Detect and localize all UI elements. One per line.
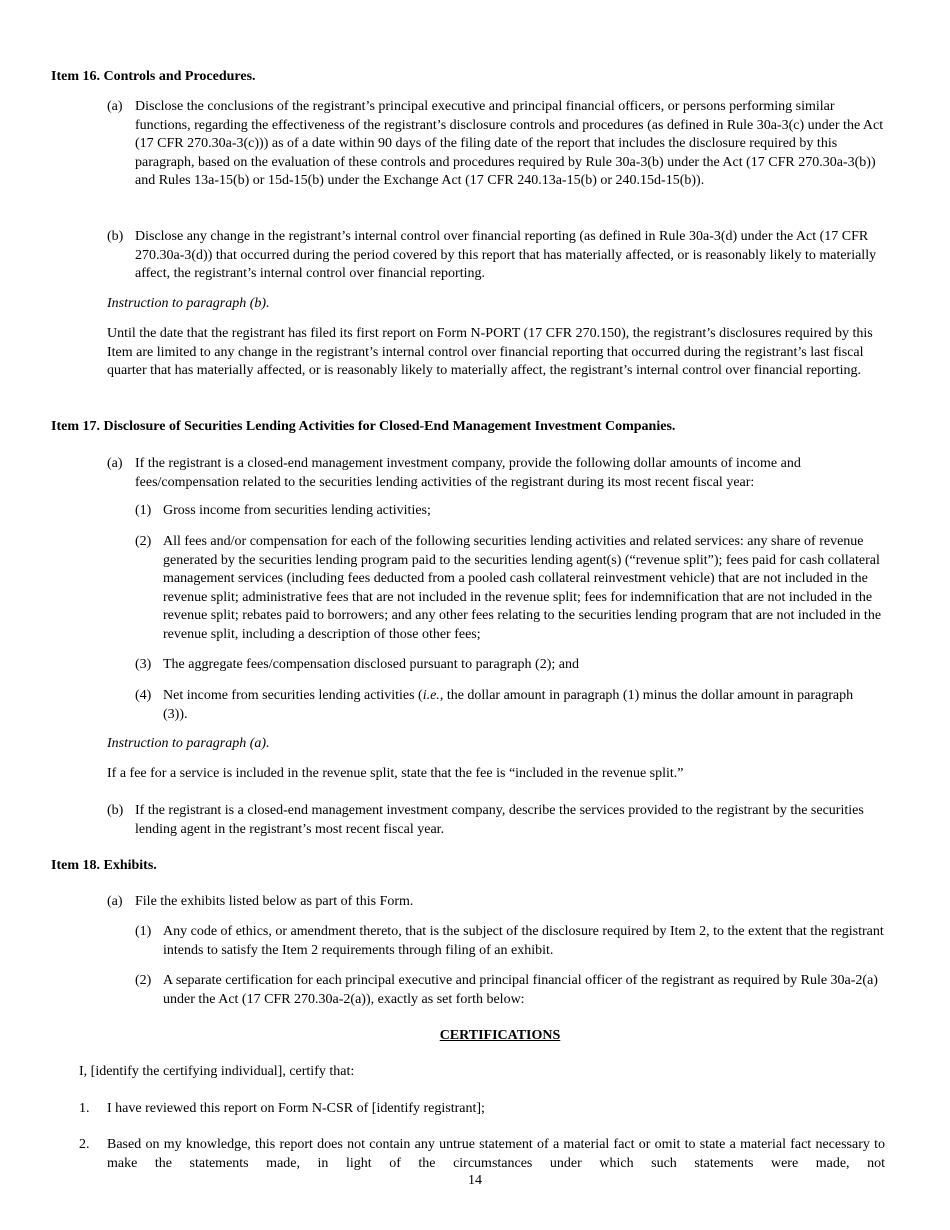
item18-sub2-label: (2) [135,973,152,988]
page-number: 14 [468,1173,482,1188]
certification-1-number: 1. [79,1101,90,1116]
item17-a-text: If the registrant is a closed-end management investment company, provide the following dollar amounts of income and fees/compensation related to the securities lending activities of the registrant during its most recent fiscal year: [135,456,801,490]
item17-sub2-text: All fees and/or compensation for each of the following securities lending activities and related services: any share of revenue generated by the securities lending program paid to the securities lending agent(s) (“revenue split”); fees paid for cash collateral management services (including fees deducted from a pooled cash collateral reinvestment vehicle) that are not included in the revenue split; administrative fees that are not included in the revenue split; fees for indemnification that are not included in the revenue split; rebates paid to borrowers; and any other fees relating to the securities lending program that are not included in the revenue split, including a description of those other fees; [163,534,882,642]
certification-2-number: 2. [79,1137,90,1152]
item17-sub1-text: Gross income from securities lending activities; [163,503,431,518]
item16-heading: Item 16. Controls and Procedures. [51,69,256,84]
item17-sub4-text [163,687,873,724]
item17-instruction-title: Instruction to paragraph (a). [107,736,270,751]
item17-sub2-label: (2) [135,534,152,549]
item16-a-text: Disclose the conclusions of the registrant’s principal executive and principal financial officers, or persons performing similar functions, regarding the effectiveness of the registrant’s disclosure controls and procedures (as defined in Rule 30a-3(c) under the Act (17 CFR 270.30a-3(c))) as of a date within 90 days of the filing date of the report that includes the disclosure required by this paragraph, based on the evaluation of these controls and procedures required by Rule 30a-3(b) under the Act (17 CFR 270.30a-3(b)) and Rules 13a-15(b) or 15d-15(b) under the Exchange Act (17 CFR 240.13a-15(b) or 240.15d-15(b)). [135,99,884,189]
certifications-title: CERTIFICATIONS [439,1028,561,1043]
item16-instruction-title: Instruction to paragraph (b). [107,296,270,311]
item17-sub1-label: (1) [135,503,152,518]
item17-a-label: (a) [107,456,123,471]
item17-b-label: (b) [107,803,124,818]
certifications-intro: I, [identify the certifying individual], certify that: [79,1064,355,1079]
item17-sub4-pre: Net income from securities lending activities ( [163,688,423,703]
item18-a-label: (a) [107,894,123,909]
item17-sub4-post: , the dollar amount in paragraph (1) minus the dollar amount in paragraph (3)). [163,688,854,722]
item17-b-text: If the registrant is a closed-end management investment company, describe the services provided to the registrant by the securities lending agent in the registrant’s most recent fiscal year. [135,803,864,837]
item18-sub2-text: A separate certification for each principal executive and principal financial officer of the registrant as required by Rule 30a-2(a) under the Act (17 CFR 270.30a-2(a)), exactly as set forth below: [163,973,878,1007]
certification-2-text: Based on my knowledge, this report does not contain any untrue statement of a material fact or omit to state a material fact necessary to make the statements made, in light of the circumstances under which such statements were made, not [107,1137,885,1171]
item16-instruction-text: Until the date that the registrant has filed its first report on Form N-PORT (17 CFR 270.150), the registrant’s disclosures required by this Item are limited to any change in the registrant’s internal control over financial reporting that occurred during the registrant’s last fiscal quarter that has materially affected, or is reasonably likely to materially affect, the registrant’s internal control over financial reporting. [107,326,873,379]
item17-sub3-label: (3) [135,657,152,672]
item17-sub4-label: (4) [135,688,152,703]
item18-heading: Item 18. Exhibits. [51,858,157,873]
item17-heading: Item 17. Disclosure of Securities Lending Activities for Closed-End Management Investment Companies. [51,419,676,434]
item17-instruction-text: If a fee for a service is included in the revenue split, state that the fee is “included in the revenue split.” [107,766,684,781]
item18-sub1-label: (1) [135,924,152,939]
item16-b-text: Disclose any change in the registrant’s internal control over financial reporting (as defined in Rule 30a-3(d) under the Act (17 CFR 270.30a-3(d)) that occurred during the period covered by this report that has materially affected, or is reasonably likely to materially affect, the registrant’s internal control over financial reporting. [135,229,877,282]
item18-a-text: File the exhibits listed below as part of this Form. [135,894,414,909]
item16-b-label: (b) [107,229,124,244]
item18-sub1-text: Any code of ethics, or amendment thereto, that is the subject of the disclosure required by Item 2, to the extent that the registrant intends to satisfy the Item 2 requirements through filing of an exhibit. [163,924,884,958]
item17-sub4-ie: i.e. [422,688,440,703]
item17-sub3-text: The aggregate fees/compensation disclosed pursuant to paragraph (2); and [163,657,579,672]
certification-1-text: I have reviewed this report on Form N-CSR of [identify registrant]; [107,1101,485,1116]
item16-a-label: (a) [107,99,123,114]
